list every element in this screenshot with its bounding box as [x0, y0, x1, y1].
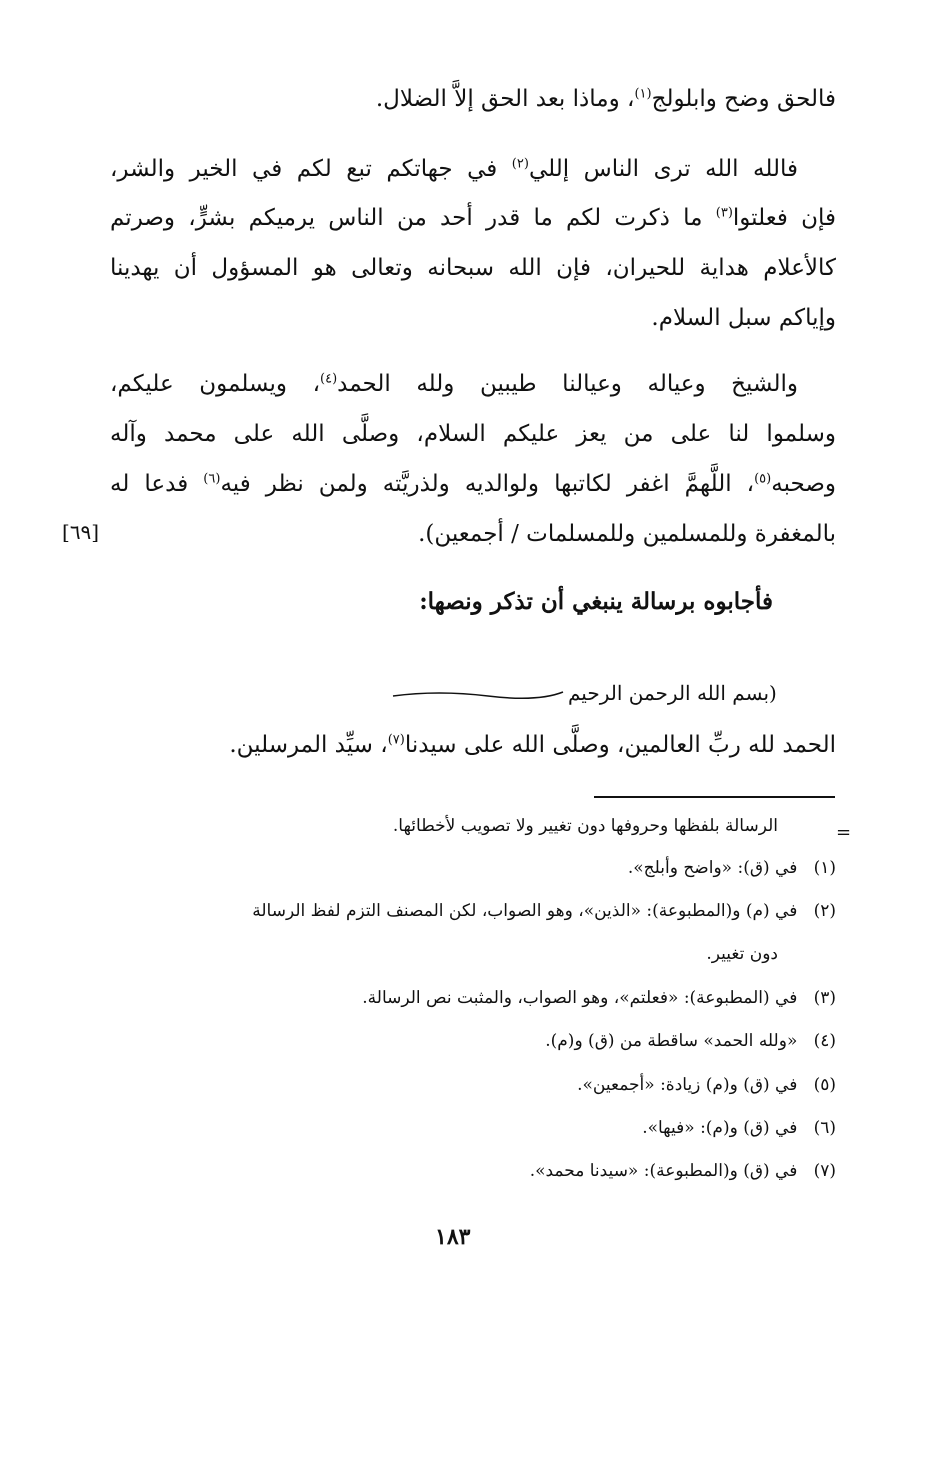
basmala-calligraphy: [378, 670, 777, 710]
footnote-5: [577, 1077, 836, 1094]
text-line: [110, 523, 836, 546]
footnote-2-cont: [706, 946, 778, 963]
footnote-number: (٥): [813, 1075, 836, 1095]
text-span: وصحبه: [771, 471, 836, 497]
footnote-text: دون تغيير.: [706, 944, 778, 964]
text-span: ، وماذا بعد الحق إلاَّ الضلال.: [375, 86, 635, 112]
footnote-text: في (المطبوعة): «فعلتم»، وهو الصواب، والمثبت نص الرسالة.: [362, 988, 798, 1008]
footnote-number: (٢): [813, 901, 836, 921]
text-span: كالأعلام هداية للحيران، فإن الله سبحانه وتعالى هو المسؤول أن يهدينا: [110, 255, 836, 281]
text-line: [110, 473, 836, 496]
footnote-text: في (ق) و(م) زيادة: «أجمعين».: [577, 1075, 798, 1095]
footnote-number: (٣): [813, 988, 836, 1008]
text-span: في جهاتكم تبع لكم في الخير والشر،: [110, 156, 512, 182]
text-span: بالمغفرة وللمسلمين وللمسلمات / أجمعين).: [418, 521, 836, 547]
text-span: ما ذكرت لكم ما قدر أحد من الناس يرميكم بشرٍّ، وصرتم: [110, 205, 716, 231]
text-line: [160, 734, 836, 757]
footnote-text: في (ق) و(م): «فيها».: [642, 1118, 798, 1138]
text-line: [110, 207, 836, 230]
footnote-ref: (٦): [203, 471, 221, 487]
footnote-ref: (٣): [715, 205, 733, 221]
footnote-3: [362, 990, 836, 1007]
text-line: [110, 257, 836, 280]
footnote-6: [642, 1120, 836, 1137]
footnote-ref: (١): [634, 86, 652, 102]
footnote-text: في (ق) و(المطبوعة): «سيدنا محمد».: [529, 1161, 798, 1181]
continuation-mark: =: [836, 822, 852, 843]
text-span: فدعا له: [110, 471, 204, 497]
footnote-2: [252, 903, 836, 920]
text-span: فإن فعلتوا: [732, 205, 836, 231]
basmala-text: (بسم الله الرحمن الرحيم: [568, 681, 777, 705]
footnote-text: «ولله الحمد» ساقطة من (ق) و(م).: [545, 1031, 798, 1051]
footnote-ref: (٢): [511, 156, 529, 172]
footnote-number: (١): [813, 858, 836, 878]
text-span: ، اللَّهمَّ اغفر لكاتبها ولوالديه ولذريَّته ولمن نظر فيه: [220, 471, 755, 497]
text-span: وسلموا لنا على من يعز عليكم السلام، وصلَّى الله على محمد وآله: [110, 421, 836, 447]
footnote-4: [545, 1033, 836, 1050]
footnote-ref: (٧): [387, 732, 405, 748]
footnote-text: في (م) و(المطبوعة): «الذين»، وهو الصواب، لكن المصنف التزم لفظ الرسالة: [252, 901, 798, 921]
manuscript-page-ref: [٦٩]: [62, 520, 100, 544]
section-heading: فأجابوه برسالة ينبغي أن تذكر ونصها:: [419, 588, 773, 615]
text-span: ، ويسلمون عليكم،: [110, 371, 320, 397]
footnote-number: (٦): [813, 1118, 836, 1138]
page-number: ١٨٣: [435, 1224, 471, 1250]
footnote-ref: (٤): [320, 371, 338, 387]
text-span: ، سيِّد المرسلين.: [229, 732, 388, 758]
footnote-separator: [594, 796, 835, 798]
text-line: [110, 307, 836, 330]
footnote-1: [628, 860, 836, 877]
footnote-number: (٤): [813, 1031, 836, 1051]
footnote-ref: (٥): [754, 471, 772, 487]
text-span: وإياكم سبل السلام.: [651, 305, 836, 331]
footnote-7: [530, 1163, 836, 1180]
text-span: فالله الله ترى الناس إللي: [528, 156, 798, 182]
text-span: والشيخ وعياله وعيالنا طيبين ولله الحمد: [337, 371, 798, 397]
footnote-text: في (ق): «واضح وأبلج».: [627, 858, 798, 878]
text-line: [110, 423, 836, 446]
text-line: [110, 373, 798, 396]
text-span: الحمد لله ربِّ العالمين، وصلَّى الله على سيدنا: [404, 732, 836, 758]
footnote-continuation: الرسالة بلفظها وحروفها دون تغيير ولا تصويب لأخطائها.: [392, 816, 778, 836]
text-line: [110, 88, 836, 111]
text-span: فالحق وضح وابلولج: [651, 86, 836, 112]
text-line: [110, 158, 798, 181]
footnote-number: (٧): [813, 1161, 836, 1181]
